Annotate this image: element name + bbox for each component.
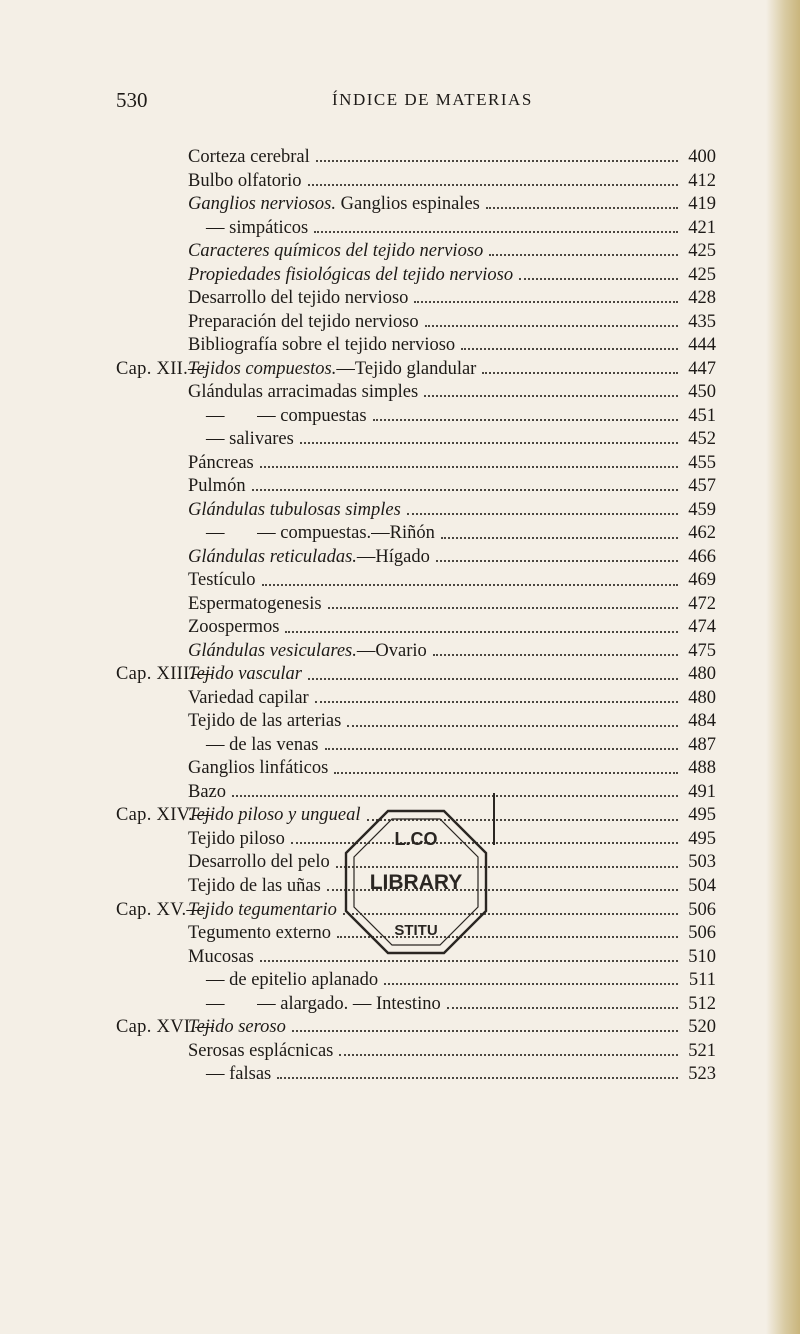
toc-entry xyxy=(188,264,716,288)
toc-page-number: 451 xyxy=(688,405,716,426)
dot-leader xyxy=(447,1006,678,1009)
toc-entry xyxy=(188,1016,716,1040)
chapter-label: Cap. XII.— xyxy=(116,358,207,379)
toc-page-number: 412 xyxy=(688,170,716,191)
toc-entry-title xyxy=(188,922,331,946)
toc-entry-title xyxy=(188,781,226,805)
toc-entry-text: Caracteres químicos del tejido nervioso xyxy=(188,241,484,262)
dot-leader xyxy=(433,653,678,656)
toc-entry-text: Glándulas arracimadas simples xyxy=(188,382,419,403)
toc-entry-title xyxy=(188,899,337,923)
toc-entry-text: Mucosas xyxy=(188,946,254,967)
toc-entry-text: Tejido piloso xyxy=(188,828,285,849)
toc-entry-title xyxy=(188,1063,271,1087)
dot-leader xyxy=(285,630,678,633)
toc-page-number: 469 xyxy=(688,570,716,591)
toc-row xyxy=(116,546,716,570)
toc-entry xyxy=(188,452,716,476)
toc-page-number: 425 xyxy=(688,264,716,285)
running-head: ÍNDICE DE MATERIAS xyxy=(332,90,533,109)
toc-page-number: 520 xyxy=(688,1017,716,1038)
toc-entry xyxy=(188,240,716,264)
dot-leader xyxy=(308,183,678,186)
dot-leader xyxy=(325,747,678,750)
toc-row xyxy=(116,311,716,335)
toc-entry-title xyxy=(188,405,367,429)
toc-entry-text: Zoospermos xyxy=(188,617,280,638)
toc-entry-text: Desarrollo del pelo xyxy=(188,852,330,873)
toc-entry-title xyxy=(188,828,285,852)
toc-page-number: 457 xyxy=(688,476,716,497)
toc-row xyxy=(116,593,716,617)
toc-entry-title xyxy=(188,969,378,993)
toc-entry-title xyxy=(188,569,256,593)
dot-leader xyxy=(328,606,678,609)
toc-entry-text: Glándulas tubulosas simples xyxy=(188,499,401,520)
chapter-label: Cap. XIII.— xyxy=(116,664,214,685)
dot-leader xyxy=(373,418,678,421)
toc-entry xyxy=(188,546,716,570)
toc-row xyxy=(116,663,716,687)
toc-entry-text: Bibliografía sobre el tejido nervioso xyxy=(188,335,456,356)
library-stamp-graphic xyxy=(336,793,496,963)
toc-entry xyxy=(188,499,716,523)
toc-page-number: 459 xyxy=(688,499,716,520)
toc-entry-text: — falsas xyxy=(206,1064,272,1085)
toc-row xyxy=(116,146,716,170)
toc-entry-title xyxy=(188,381,418,405)
toc-entry xyxy=(188,687,716,711)
toc-entry-title xyxy=(188,170,302,194)
toc-entry-title xyxy=(188,616,279,640)
toc-entry-text: Ganglios linfáticos xyxy=(188,758,329,779)
toc-entry-text: — xyxy=(206,993,230,1014)
toc-row xyxy=(116,616,716,640)
toc-page-number: 419 xyxy=(688,194,716,215)
dot-leader xyxy=(315,700,678,703)
toc-row xyxy=(116,522,716,546)
dot-leader xyxy=(308,677,678,680)
dot-leader xyxy=(347,724,678,727)
toc-row xyxy=(116,475,716,499)
toc-entry-title xyxy=(188,875,321,899)
toc-page-number: 506 xyxy=(688,899,716,920)
toc-entry-text: Tejido vascular xyxy=(188,664,302,685)
toc-entry-text: — salivares xyxy=(206,429,294,450)
toc-page-number: 455 xyxy=(688,452,716,473)
toc-row xyxy=(116,240,716,264)
toc-entry-title xyxy=(188,593,322,617)
toc-entry xyxy=(188,663,716,687)
toc-entry-title xyxy=(188,710,341,734)
toc-entry-text: —Tejido glandular xyxy=(336,358,477,379)
toc-row xyxy=(116,993,716,1017)
toc-entry-title xyxy=(188,146,310,170)
toc-entry xyxy=(188,405,716,429)
toc-entry xyxy=(188,146,716,170)
toc-entry-text: Corteza cerebral xyxy=(188,147,310,167)
toc-page-number: 428 xyxy=(688,288,716,309)
toc-entry-text: —Hígado xyxy=(356,546,430,567)
toc-row xyxy=(116,640,716,664)
toc-row xyxy=(116,405,716,429)
toc-entry-title xyxy=(188,757,328,781)
toc-entry-title xyxy=(188,522,435,546)
toc-row xyxy=(116,710,716,734)
toc-entry-text: Pulmón xyxy=(188,476,246,497)
toc-page-number: 400 xyxy=(688,147,716,167)
toc-entry xyxy=(188,593,716,617)
dot-leader xyxy=(414,300,678,303)
toc-page-number: 447 xyxy=(688,358,716,379)
toc-entry-text: Preparación del tejido nervioso xyxy=(188,311,419,332)
toc-row xyxy=(116,428,716,452)
toc-entry-title xyxy=(188,804,361,828)
toc-page-number: 450 xyxy=(688,382,716,403)
chapter-label: Cap. XV.— xyxy=(116,899,206,920)
dot-leader xyxy=(486,206,678,209)
toc-row xyxy=(116,969,716,993)
toc-entry-title xyxy=(188,1040,333,1064)
toc-page-number: 503 xyxy=(688,852,716,873)
toc-page-number: 504 xyxy=(688,875,716,896)
toc-entry xyxy=(188,428,716,452)
toc-row xyxy=(116,1063,716,1087)
toc-entry-text: —Ovario xyxy=(356,640,427,661)
toc-entry xyxy=(188,757,716,781)
toc-entry xyxy=(188,358,716,382)
dot-leader xyxy=(339,1053,678,1056)
toc-entry-text: Desarrollo del tejido nervioso xyxy=(188,288,409,309)
dot-leader xyxy=(334,771,678,774)
chapter-label: Cap. XVI.— xyxy=(116,1017,215,1038)
dot-leader xyxy=(519,277,678,280)
toc-entry-title xyxy=(188,734,319,758)
dot-leader xyxy=(252,488,678,491)
toc-entry-title xyxy=(188,428,294,452)
toc-entry-text: — de epitelio aplanado xyxy=(206,970,379,991)
toc-entry-text: Ganglios espinales xyxy=(336,194,480,215)
toc-page-number: 475 xyxy=(688,640,716,661)
toc-entry-title xyxy=(188,358,476,382)
toc-entry xyxy=(188,522,716,546)
dot-leader xyxy=(292,1029,678,1032)
toc-entry-title xyxy=(188,240,483,264)
dot-leader xyxy=(424,394,678,397)
dot-leader xyxy=(407,512,678,515)
toc-entry xyxy=(188,734,716,758)
toc-page-number: 495 xyxy=(688,828,716,849)
toc-row xyxy=(116,217,716,241)
toc-entry-title xyxy=(188,1016,286,1040)
toc-row xyxy=(116,734,716,758)
toc-page-number: 487 xyxy=(688,734,716,755)
dot-leader xyxy=(384,982,678,985)
toc-page-number: 495 xyxy=(688,805,716,826)
toc-page-number: 491 xyxy=(688,781,716,802)
toc-row xyxy=(116,381,716,405)
dot-leader xyxy=(300,441,678,444)
toc-entry-title xyxy=(188,946,254,970)
toc-entry-text: — de las venas xyxy=(206,734,319,755)
toc-entry-title xyxy=(188,311,419,335)
dot-leader xyxy=(262,583,678,586)
toc-row xyxy=(116,569,716,593)
toc-entry-title xyxy=(188,546,430,570)
toc-row xyxy=(116,287,716,311)
toc-entry xyxy=(188,616,716,640)
toc-page-number: 511 xyxy=(688,970,716,991)
toc-entry xyxy=(188,381,716,405)
toc-entry-text: Bulbo olfatorio xyxy=(188,170,302,191)
toc-row xyxy=(116,757,716,781)
toc-entry xyxy=(188,311,716,335)
dot-leader xyxy=(461,347,678,350)
toc-entry-text: — simpáticos xyxy=(206,217,309,238)
toc-page-number: 462 xyxy=(688,523,716,544)
toc-page-number: 474 xyxy=(688,617,716,638)
toc-page-number: 425 xyxy=(688,241,716,262)
toc-row xyxy=(116,499,716,523)
toc-row xyxy=(116,1016,716,1040)
toc-entry-title xyxy=(188,452,254,476)
toc-entry-text: Páncreas xyxy=(188,452,254,473)
toc-page-number: 452 xyxy=(688,429,716,450)
stamp-middle-text: LIBRARY xyxy=(369,871,463,894)
chapter-label: Cap. XIV.— xyxy=(116,805,212,826)
toc-entry-text: Propiedades fisiológicas del tejido nervioso xyxy=(188,264,514,285)
toc-page-number: 510 xyxy=(688,946,716,967)
toc-page-number: 506 xyxy=(688,923,716,944)
toc-entry-title xyxy=(188,287,408,311)
dot-leader xyxy=(314,230,678,233)
toc-page-number: 488 xyxy=(688,758,716,779)
toc-entry-text: Tejido seroso xyxy=(188,1017,286,1038)
toc-entry-text: Variedad capilar xyxy=(188,687,309,708)
dot-leader xyxy=(316,159,678,162)
toc-entry-title xyxy=(188,193,480,217)
toc-page-number: 512 xyxy=(688,993,716,1014)
toc-entry-text: Tejido de las uñas xyxy=(188,875,321,896)
toc-page-number: 480 xyxy=(688,664,716,685)
toc-row xyxy=(116,193,716,217)
toc-row xyxy=(116,358,716,382)
toc-entry xyxy=(188,334,716,358)
toc-entry-text: — xyxy=(206,523,230,544)
toc-page-number: 472 xyxy=(688,593,716,614)
toc-entry-text: — compuestas.—Riñón xyxy=(257,523,435,544)
toc-entry-title xyxy=(188,264,513,288)
toc-entry xyxy=(188,969,716,993)
toc-entry-title xyxy=(188,687,309,711)
toc-page-number: 466 xyxy=(688,546,716,567)
toc-entry-title xyxy=(188,663,302,687)
toc-entry-text: Tejido piloso y ungueal xyxy=(188,805,361,826)
dot-leader xyxy=(489,253,678,256)
toc-row xyxy=(116,452,716,476)
page-number: 530 xyxy=(116,88,148,112)
toc-entry xyxy=(188,710,716,734)
dot-leader xyxy=(436,559,678,562)
toc-entry-text: Glándulas reticuladas. xyxy=(188,546,357,567)
toc-entry-title xyxy=(188,851,330,875)
toc-entry xyxy=(188,1063,716,1087)
toc-entry-text: Serosas esplácnicas xyxy=(188,1040,334,1061)
toc-entry xyxy=(188,193,716,217)
toc-entry-text: Tejido de las arterias xyxy=(188,711,342,732)
dot-leader xyxy=(425,324,678,327)
toc-row xyxy=(116,687,716,711)
toc-entry xyxy=(188,569,716,593)
toc-entry xyxy=(188,287,716,311)
dot-leader xyxy=(277,1076,678,1079)
toc-entry-text: Ganglios nerviosos. xyxy=(188,194,336,215)
dot-leader xyxy=(260,465,678,468)
toc-entry-text: Bazo xyxy=(188,781,227,802)
toc-page-number: 523 xyxy=(688,1064,716,1085)
toc-entry-text: — xyxy=(206,405,230,426)
library-stamp xyxy=(336,793,496,963)
toc-page-number: 480 xyxy=(688,687,716,708)
toc-row xyxy=(116,334,716,358)
stamp-top-text: L.CO xyxy=(394,829,438,849)
toc-entry xyxy=(188,475,716,499)
toc-entry-text: Testículo xyxy=(188,570,256,591)
toc-entry-title xyxy=(188,475,246,499)
toc-entry xyxy=(188,217,716,241)
toc-entry-title xyxy=(188,640,427,664)
toc-entry xyxy=(188,170,716,194)
toc-entry-title xyxy=(188,993,441,1017)
toc-entry-text: Glándulas vesiculares. xyxy=(188,640,357,661)
toc-row xyxy=(116,264,716,288)
toc-entry-text: Espermatogenesis xyxy=(188,593,322,614)
toc-entry-title xyxy=(188,499,401,523)
toc-entry-text: Tejido tegumentario xyxy=(188,899,337,920)
dot-leader xyxy=(441,536,678,539)
toc-entry-text: — alargado. — Intestino xyxy=(257,993,441,1014)
page-edge-shadow xyxy=(766,0,800,1334)
toc-page-number: 435 xyxy=(688,311,716,332)
toc-page-number: 521 xyxy=(688,1040,716,1061)
page-header xyxy=(116,88,696,118)
toc-entry-text: Tejidos compuestos. xyxy=(188,358,337,379)
toc-page-number: 421 xyxy=(688,217,716,238)
toc-entry xyxy=(188,993,716,1017)
toc-row xyxy=(116,170,716,194)
toc-page-number: 444 xyxy=(688,335,716,356)
toc-entry xyxy=(188,1040,716,1064)
toc-entry-title xyxy=(188,217,308,241)
toc-entry-title xyxy=(188,334,455,358)
toc-row xyxy=(116,1040,716,1064)
toc-entry xyxy=(188,640,716,664)
stamp-bottom-text: STITU xyxy=(394,922,438,939)
toc-entry-text: — compuestas xyxy=(257,405,367,426)
toc-entry-text: Tegumento externo xyxy=(188,923,332,944)
dot-leader xyxy=(482,371,678,374)
toc-page-number: 484 xyxy=(688,711,716,732)
